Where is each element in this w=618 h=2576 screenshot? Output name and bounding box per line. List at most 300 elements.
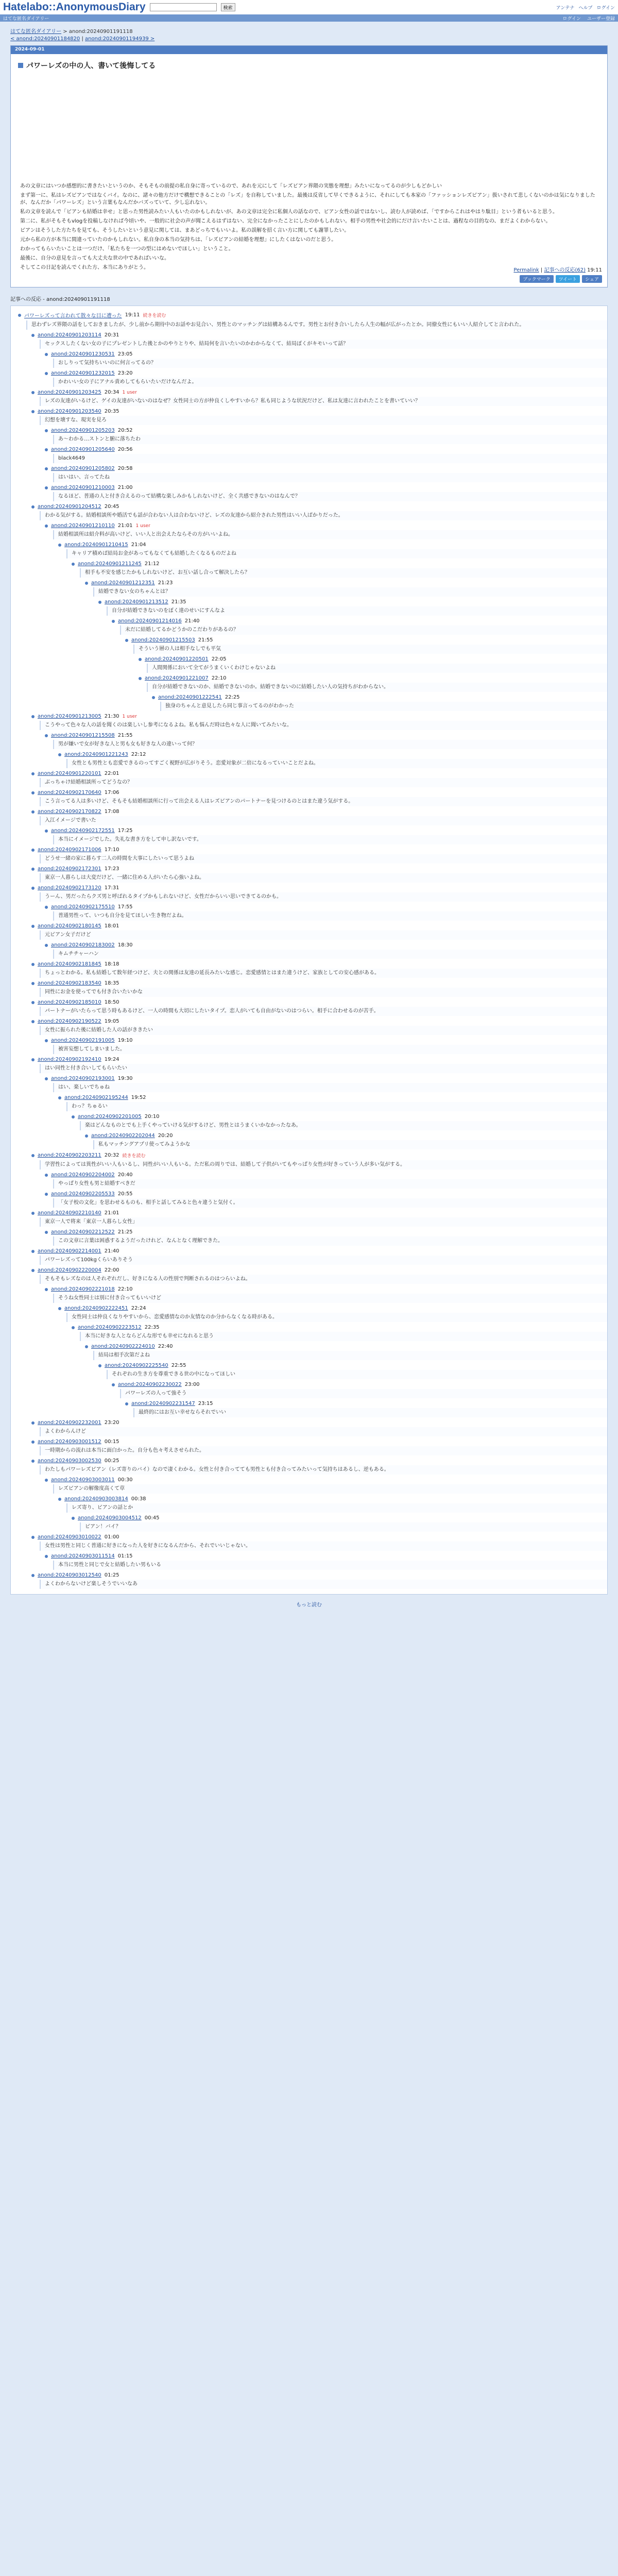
comment-link[interactable]: anond:20240902180145 [38, 923, 101, 929]
bullet-icon [31, 1536, 35, 1539]
comment-link[interactable]: anond:20240901220501 [145, 656, 209, 662]
comment-header [58, 1496, 607, 1502]
comment-link[interactable]: パワーレズって言われて散々な目に遭った [24, 313, 122, 319]
comment-link[interactable]: anond:20240902225540 [105, 1363, 168, 1368]
bullet-icon [45, 353, 48, 356]
comment-time: 17:08 [104, 809, 119, 815]
comment-time: 21:40 [104, 1248, 119, 1254]
bullet-icon [72, 1326, 75, 1329]
comment-link[interactable]: anond:20240901215508 [51, 733, 115, 738]
comment-body: black4649 [53, 454, 607, 463]
top-links [556, 4, 615, 11]
comment-link[interactable]: anond:20240902202044 [91, 1133, 155, 1139]
comment-link[interactable]: anond:20240902183540 [38, 980, 101, 986]
comment [11, 485, 607, 501]
comment-body: よくわからんけど [40, 1427, 607, 1436]
search-input[interactable] [150, 3, 217, 11]
comment-header [45, 942, 607, 948]
comment-time: 00:38 [131, 1496, 146, 1502]
comment-time: 20:55 [117, 1191, 133, 1197]
comment-header [72, 1114, 607, 1120]
comment-body: ちょっとわかる。私も結婚して数年経つけど、夫との関係は友達の延長みたいな感じ。恋愛感情とはまた違うけど、家族としての安心感がある。 [40, 969, 607, 978]
comment-time: 01:00 [104, 1534, 119, 1540]
comment [11, 1344, 607, 1360]
comment-time: 22:10 [211, 675, 227, 681]
bookmark-button[interactable]: ブックマーク [520, 275, 553, 283]
comment-link[interactable]: anond:20240902214001 [38, 1248, 101, 1254]
comment-link[interactable]: anond:20240902222451 [64, 1306, 128, 1311]
comment-link[interactable]: anond:20240902221018 [51, 1286, 115, 1292]
comment-time: 20:56 [117, 447, 133, 452]
comment-link[interactable]: anond:20240902204002 [51, 1172, 115, 1178]
comment-time: 20:20 [158, 1133, 173, 1139]
comment-time: 20:31 [104, 332, 119, 338]
bullet-icon [45, 1174, 48, 1177]
comment-body: うーん、男だったらクズ男と呼ばれるタイプかもしれないけど、女性だからいい思いできてるのかも。 [40, 892, 607, 902]
comment-header [152, 694, 607, 700]
bullet-icon [31, 1020, 35, 1023]
comment-body: 被害妄想してしまいました。 [53, 1045, 607, 1054]
comment-header [45, 1076, 607, 1081]
comment-header [31, 1019, 607, 1024]
comment-header [31, 409, 607, 414]
comment-header [45, 1172, 607, 1178]
comment [11, 866, 607, 883]
comment [11, 656, 607, 673]
comment-time: 21:55 [117, 733, 133, 738]
comment-link[interactable]: anond:20240902220004 [38, 1267, 101, 1273]
bullet-icon [31, 715, 35, 718]
bullet-icon [31, 1269, 35, 1272]
comment-time: 21:55 [198, 637, 213, 643]
comment [11, 1496, 607, 1513]
breadcrumb-current: anond:20240901191118 [68, 29, 133, 35]
comment-badge[interactable]: 続きを読む [143, 313, 166, 318]
comment-link[interactable]: anond:20240902190522 [38, 1019, 101, 1024]
comment-link[interactable]: anond:20240901203540 [38, 409, 101, 414]
search-button[interactable]: 検索 [221, 3, 235, 11]
comment-header [72, 561, 607, 567]
comment-body: 女性は男性と同じく普通に好きになった人を好きになるんだから、それでいいじゃない。 [40, 1541, 607, 1551]
comment-body: 私もマッチングアプリ使ってみようかな [93, 1140, 607, 1149]
comment-time: 19:10 [117, 1038, 133, 1043]
comment-time: 21:23 [158, 580, 173, 586]
more-link[interactable]: もっと読む [296, 1602, 322, 1608]
bullet-icon [72, 563, 75, 566]
comment-header [85, 580, 607, 586]
comment-time: 01:15 [117, 1553, 133, 1559]
comment-time: 17:55 [117, 904, 133, 910]
comment [11, 428, 607, 444]
tweet-button[interactable]: ツイート [556, 275, 580, 283]
bullet-icon [31, 334, 35, 337]
comment-link[interactable]: anond:20240902170640 [38, 790, 101, 795]
comment-time: 19:24 [104, 1057, 119, 1062]
comment-body: どうせ一緒の家に暮らす二人の時間を大事にしたいって思うよね [40, 854, 607, 863]
comment-link[interactable]: anond:20240902193001 [51, 1076, 115, 1081]
comment-header [31, 332, 607, 338]
share-button[interactable]: シェア [582, 275, 602, 283]
comment-body: 入江イメージで書いた [40, 816, 607, 825]
comment-body: 学習性によっては異性がいい人もいるし、同性がいい人もいる。ただ私の周りでは、結婚して子供がいてもやっぱり女性が好きっていう人が多い気がする。 [40, 1160, 607, 1170]
bullet-icon [31, 849, 35, 852]
bullet-icon [31, 1421, 35, 1425]
comment-badge[interactable]: 1 user [135, 523, 150, 529]
comment-body: キャリア積めば結局お金があってもなくても結婚したくなるものだよね [66, 549, 607, 558]
bullet-icon [45, 1193, 48, 1196]
comment [11, 1267, 607, 1284]
comment-link[interactable]: anond:20240901210110 [51, 523, 115, 529]
comment-header [45, 485, 607, 490]
comment-link[interactable]: anond:20240903003814 [64, 1496, 128, 1502]
comment-link[interactable]: anond:20240901210003 [51, 485, 115, 490]
bullet-icon [45, 372, 48, 375]
comment-body: 自分が結婚できないのをぼく達のせいにすんなよ [107, 606, 607, 616]
comment-link[interactable]: anond:20240903011514 [51, 1553, 115, 1559]
comment-body: 本当に好きな人とならどんな形でも幸せになれると思う [80, 1332, 607, 1341]
comment [11, 1553, 607, 1570]
comment-header [31, 961, 607, 967]
login-link[interactable]: ログイン [596, 5, 615, 11]
comment-time: 22:01 [104, 771, 119, 776]
prev-entry-link[interactable]: < anond:20240901184820 [10, 36, 80, 42]
comment-body: 思わずレズ界隈の話をしておきましたが、少し前から期待中のお話やお見合い、男性とのマッチングは結構あるんです。男性とお付き合いしたら人生の幅が広がったとか。同僚女性にもいい人紹介してと言われた。 [26, 320, 607, 330]
bullet-icon [112, 620, 115, 623]
comment-link[interactable]: anond:20240902185010 [38, 999, 101, 1005]
comment-link[interactable]: anond:20240902172301 [38, 866, 101, 872]
comment-header [58, 1306, 607, 1311]
comment-link[interactable]: anond:20240901214016 [118, 618, 182, 624]
comment-body: そういう層の人は相手なしでも平気 [133, 645, 607, 654]
comment [11, 1172, 607, 1189]
comment-link[interactable]: anond:20240901220101 [38, 771, 101, 776]
bullet-icon [45, 944, 48, 947]
comment-body: 男が嫌いで女が好きな人と男も女も好きな人の違いって何？ [53, 740, 607, 749]
comment [11, 1477, 607, 1494]
comment-body: 最終的にはお互い幸せならそれでいい [133, 1408, 607, 1417]
comment-time: 20:34 [104, 389, 119, 395]
article-paragraph: わかってもらいたいことは一つだけ、「私たちを一つの型にはめないでほしい」ということ。 [20, 246, 234, 252]
comment-link[interactable]: anond:20240902224010 [91, 1344, 155, 1349]
bullet-icon [31, 1212, 35, 1215]
comment-body: ビアン！バイ？ [80, 1522, 607, 1532]
comment [11, 694, 607, 711]
comment-link[interactable]: anond:20240903012540 [38, 1572, 101, 1578]
comment-link[interactable]: anond:20240902201005 [78, 1114, 142, 1120]
comment [11, 675, 607, 692]
bullet-icon [31, 791, 35, 794]
bullet-icon [45, 734, 48, 737]
comment-time: 20:45 [104, 504, 119, 510]
comment-link[interactable]: anond:20240903002530 [38, 1458, 101, 1464]
article-paragraph: あの文章にはいつか感想的に書きたいというのか、そもそもの前提の私自身に寄っているので、あれを元にして「レズビアン界隈の実態を理想」みたいになってるのが少しもどかしい [20, 183, 442, 189]
comment-link[interactable]: anond:20240901205203 [51, 428, 115, 433]
bullet-icon [152, 696, 155, 699]
comment-header [98, 599, 607, 605]
bullet-icon [139, 658, 142, 661]
comment [11, 1019, 607, 1035]
comment-body: 結婚できない女のちゃんとは？ [93, 587, 607, 597]
comment [11, 447, 607, 463]
comment [11, 1401, 607, 1417]
comment-body: なるほど、普通の人と付き合えるのって結構な楽しみかもしれないけど、全く共感できないのはなんで？ [53, 492, 607, 501]
comment-body: 東京一人で将来「東京一人暮らし女性」 [40, 1217, 607, 1227]
comment-body: わっ？ちゅるい [66, 1102, 607, 1111]
bullet-icon [72, 1517, 75, 1520]
bullet-icon [85, 582, 88, 585]
comment-body: パートナーがいたらって思う時もあるけど、一人の時間も大切にしたいタイプ。恋人がいても自由がないのはつらい。相手に合わせるのが苦手。 [40, 1007, 607, 1016]
comment-link[interactable]: anond:20240901215503 [131, 637, 195, 643]
comment-time: 19:11 [125, 312, 140, 318]
comment-header [45, 447, 607, 452]
comment-body: セックスしたくない女の子にプレゼントした後とかのやりとりや、結局何を言いたいのかわからなくて、結局ぼくがキモいって話？ [40, 340, 607, 349]
comment-body: レズ寄り、ビアンの話とか [66, 1503, 607, 1513]
comment-body: 本当に男性と同じで女と結婚したい男もいる [53, 1561, 607, 1570]
comment [11, 1286, 607, 1303]
comment-header [45, 1229, 607, 1235]
breadcrumb-separator: > [61, 29, 69, 35]
comment-link[interactable]: anond:20240902192410 [38, 1057, 101, 1062]
comment-link[interactable]: anond:20240902203211 [38, 1153, 101, 1158]
comment-header [45, 466, 607, 471]
comment-link[interactable]: anond:20240901213512 [105, 599, 168, 605]
comment [11, 523, 607, 539]
comment-header [45, 904, 607, 910]
entry-pager [0, 35, 618, 42]
comment-header [31, 980, 607, 986]
comment-time: 19:30 [117, 1076, 133, 1081]
comment-body: 一時期からの流れは本当に面白かった。自分も色々考えさせられた。 [40, 1446, 607, 1455]
bullet-icon [45, 1555, 48, 1558]
comment [11, 809, 607, 825]
comment-body: 女性同士は仲良くなりやすいから、恋愛感情なのか友情なのか分からなくなる時がある。 [66, 1313, 607, 1322]
bullet-icon [31, 810, 35, 814]
comment-time: 22:12 [131, 752, 146, 757]
comment [11, 618, 607, 635]
comment-link[interactable]: anond:20240901211245 [78, 561, 142, 567]
comment [11, 942, 607, 959]
comment-link[interactable]: anond:20240901212351 [91, 580, 155, 586]
comment-header [45, 733, 607, 738]
bullet-icon [45, 906, 48, 909]
comment-header [31, 1267, 607, 1273]
title-square-icon [18, 63, 23, 68]
comment-link[interactable]: anond:20240902191005 [51, 1038, 115, 1043]
comment-header [31, 1210, 607, 1216]
bullet-icon [58, 753, 61, 756]
comment [11, 733, 607, 749]
comment-time: 00:15 [104, 1439, 119, 1445]
comment [11, 351, 607, 368]
comment-link[interactable]: anond:20240901213005 [38, 714, 101, 719]
comment-body: おしりって気持ちいいのに何言ってるの？ [53, 359, 607, 368]
comment [11, 580, 607, 597]
comment-link[interactable]: anond:20240902181845 [38, 961, 101, 967]
comment-link[interactable]: anond:20240901205640 [51, 447, 115, 452]
comment-link[interactable]: anond:20240902212522 [51, 1229, 115, 1235]
article-time: 19:11 [587, 267, 602, 273]
help-link[interactable]: ヘルプ [578, 5, 593, 11]
comment-link[interactable]: anond:20240902195244 [64, 1095, 128, 1100]
breadcrumb-root[interactable]: はてな匿名ダイアリー [10, 29, 62, 35]
comment-link[interactable]: anond:20240903010022 [38, 1534, 101, 1540]
comment [11, 332, 607, 349]
comment-time: 22:05 [211, 656, 227, 662]
comment-link[interactable]: anond:20240903003011 [51, 1477, 115, 1483]
site-tagline[interactable]: はてな匿名ダイアリー [3, 16, 49, 22]
comment-body: 相手も不安を感じたかもしれないけど、お互い話し合って解決したら？ [80, 568, 607, 578]
comment-time: 21:12 [144, 561, 160, 567]
comment-link[interactable]: anond:20240901222541 [158, 694, 222, 700]
comment-time: 22:40 [158, 1344, 173, 1349]
comment-header [31, 1534, 607, 1540]
comment-header [45, 1553, 607, 1559]
comment-body: キムチチャーハン [53, 950, 607, 959]
comment-link[interactable]: anond:20240901203114 [38, 332, 101, 338]
comment-link[interactable]: anond:20240902172551 [51, 828, 115, 834]
bullet-icon [112, 1383, 115, 1386]
comment-link[interactable]: anond:20240901205802 [51, 466, 115, 471]
comment-link[interactable]: anond:20240902210140 [38, 1210, 101, 1216]
bullet-icon [31, 1460, 35, 1463]
article-paragraph: 第二に、私がそもそもvlogを投稿しなければ今頃いや、一般的に社会の声が聞こえるはずはない、完全になかったことにしたのかもしれない。相手の男性や社会的にだけ言いたいことは、過程なの目的なの、まだよくわからない。 [20, 218, 551, 224]
bullet-icon [45, 467, 48, 470]
article-title[interactable] [11, 54, 607, 71]
nav-login-link[interactable]: ログイン [562, 16, 581, 22]
comment-header [31, 1152, 607, 1159]
comment-time: 18:30 [117, 942, 133, 948]
ref-count-link[interactable]: 記事への反応(62) [544, 267, 586, 273]
comment-link[interactable]: anond:20240902231547 [131, 1401, 195, 1406]
comment-link[interactable]: anond:20240902223512 [78, 1325, 142, 1330]
share-buttons [513, 275, 602, 283]
bullet-icon [58, 1498, 61, 1501]
comment-header [18, 311, 607, 319]
comment-link[interactable]: anond:20240903001512 [38, 1439, 101, 1445]
comment-link[interactable]: anond:20240902230022 [118, 1382, 182, 1387]
comment [11, 1210, 607, 1227]
comment-body: パワーレズって100kgくらいありそう [40, 1256, 607, 1265]
comment [11, 790, 607, 806]
comment-body: やっぱり女性も男と結婚すべきだ [53, 1179, 607, 1189]
comment-body: かわいい女の子にアナル責めしてもらいたいだけなんだよ。 [53, 378, 607, 387]
permalink-link[interactable]: Permalink [513, 267, 539, 273]
comment-link[interactable]: anond:20240902171006 [38, 847, 101, 853]
comment-body: こう言ってる人は多いけど、そもそも結婚相談所に行って出会える人はレズビアンのパートナーを見つけるのとはまた違う気がする。 [40, 797, 607, 806]
comment-link[interactable]: anond:20240901204512 [38, 504, 101, 510]
bullet-icon [45, 1039, 48, 1042]
comment-link[interactable]: anond:20240901221007 [145, 675, 209, 681]
next-entry-link[interactable]: anond:20240901194939 > [85, 36, 155, 42]
comment-body: 女性とも男性とも恋愛できるのってすごく視野が広がりそう。恋愛対象が二倍になるっていいことだよね。 [66, 759, 607, 768]
comment-body: 女性に振られた後に結婚した人の話がききたい [40, 1026, 607, 1035]
comment-link[interactable]: anond:20240902183002 [51, 942, 115, 948]
comment-header [58, 542, 607, 548]
bullet-icon [98, 1364, 101, 1367]
reactions-heading: 記事への反応 - anond:20240901191118 [10, 297, 110, 302]
comment-body: 普通男性って、いつも自分を見てほしい生き物だよね。 [53, 911, 607, 921]
comment-time: 19:05 [104, 1019, 119, 1024]
comment-header [112, 1382, 607, 1387]
comment-body: 同性にお金を使ってでも付き合いたいかな [40, 988, 607, 997]
comment-header [31, 790, 607, 795]
comment-header [72, 1325, 607, 1330]
comment-link[interactable]: anond:20240902232001 [38, 1420, 101, 1426]
comment [11, 1152, 607, 1170]
comment-time: 22:00 [104, 1267, 119, 1273]
bullet-icon [31, 410, 35, 413]
bullet-icon [31, 1250, 35, 1253]
comment [11, 637, 607, 654]
bullet-icon [58, 1307, 61, 1310]
bullet-icon [45, 829, 48, 833]
comment-link[interactable]: anond:20240901232015 [51, 370, 115, 376]
comment [11, 1420, 607, 1436]
comment-time: 22:24 [131, 1306, 146, 1311]
antenna-link[interactable]: アンテナ [556, 5, 575, 11]
comment-link[interactable]: anond:20240901221243 [64, 752, 128, 757]
comment-body: それぞれの生き方を尊重できる世の中になってほしい [107, 1370, 607, 1379]
comment-link[interactable]: anond:20240902170822 [38, 809, 101, 815]
article-footer: Permalink | 記事への反応(62) 19:11 ブックマーク ツイート シェア [513, 267, 602, 282]
bullet-icon [45, 429, 48, 432]
comment-badge[interactable]: 続きを読む [122, 1154, 146, 1159]
comment-header [45, 370, 607, 376]
comment-link[interactable]: anond:20240901210415 [64, 542, 128, 548]
comment-header [45, 828, 607, 834]
comment-header [45, 523, 607, 529]
comment-link[interactable]: anond:20240901203425 [38, 389, 101, 395]
comment-time: 18:50 [104, 999, 119, 1005]
bullet-icon [45, 1479, 48, 1482]
comment-header [31, 504, 607, 510]
comment-header [45, 1286, 607, 1292]
comment-header [31, 1248, 607, 1254]
comment-body: こうやって色々な人の話を聞くのは楽しいし参考になるよね。私も悩んだ時は色々な人に聞いてみたいな。 [40, 721, 607, 730]
comment-link[interactable]: anond:20240901230531 [51, 351, 115, 357]
comment-link[interactable]: anond:20240902173120 [38, 885, 101, 891]
comment-time: 00:45 [144, 1515, 160, 1521]
comment-header [31, 771, 607, 776]
comment-link[interactable]: anond:20240902175510 [51, 904, 115, 910]
comment-badge[interactable]: 1 user [122, 389, 137, 395]
comment [11, 999, 607, 1016]
comment-body: 結局は相手次第だよね [93, 1351, 607, 1360]
breadcrumb [0, 22, 618, 35]
nav-register-link[interactable]: ユーザー登録 [587, 16, 615, 22]
site-logo[interactable]: Hatelabo::AnonymousDiary [3, 1, 146, 13]
comment-link[interactable]: anond:20240903004512 [78, 1515, 142, 1521]
comment-time: 20:52 [117, 428, 133, 433]
comment-time: 19:52 [131, 1095, 146, 1100]
bullet-icon [45, 486, 48, 489]
comment-time: 21:00 [117, 485, 133, 490]
comment-header [85, 1344, 607, 1349]
comment-badge[interactable]: 1 user [122, 714, 137, 719]
comment-time: 20:32 [104, 1153, 119, 1158]
comment [11, 1306, 607, 1322]
bullet-icon [72, 1115, 75, 1118]
comment [11, 599, 607, 616]
comment-header [31, 847, 607, 853]
bullet-icon [45, 1288, 48, 1291]
comment-header [31, 885, 607, 891]
bullet-icon [139, 677, 142, 680]
comment [11, 1515, 607, 1532]
comment-link[interactable]: anond:20240902205533 [51, 1191, 115, 1197]
comment [11, 1191, 607, 1208]
comment [11, 961, 607, 978]
